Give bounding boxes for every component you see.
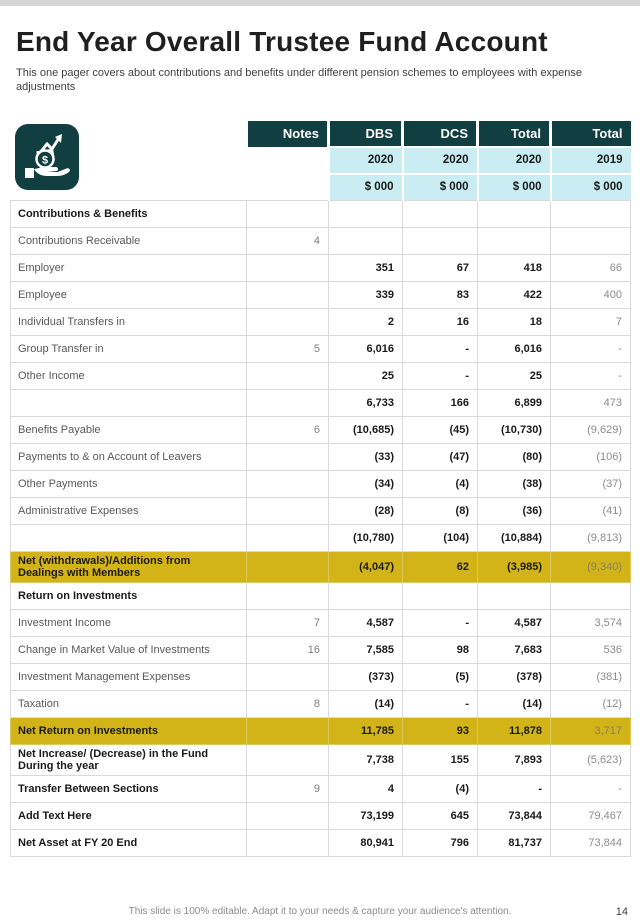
- notes-cell: 6: [247, 417, 329, 444]
- total-2020-value-cell: [478, 201, 551, 228]
- total-2019-value-cell: (5,623): [551, 745, 631, 776]
- unit-row: [11, 174, 631, 201]
- col-header-total-2019: Total: [551, 121, 631, 147]
- table-row: [11, 498, 631, 525]
- total-2019-value-cell: -: [551, 776, 631, 803]
- total-2019-value-cell: (381): [551, 664, 631, 691]
- dcs-value-cell: 93: [403, 718, 478, 745]
- dcs-value-cell: (104): [403, 525, 478, 552]
- total-2020-value-cell: 418: [478, 255, 551, 282]
- total-2020-value-cell: (10,730): [478, 417, 551, 444]
- row-label-cell: Employer: [11, 255, 247, 282]
- total-2019-value-cell: 73,844: [551, 830, 631, 857]
- row-label-cell: Net Return on Investments: [11, 718, 247, 745]
- total-2020-value-cell: 73,844: [478, 803, 551, 830]
- unit-cell-dcs: $ 000: [403, 174, 478, 201]
- table-row: [11, 417, 631, 444]
- notes-cell: [247, 471, 329, 498]
- dbs-value-cell: (14): [329, 691, 403, 718]
- notes-cell: [247, 745, 329, 776]
- dbs-value-cell: 4,587: [329, 610, 403, 637]
- notes-cell: [247, 201, 329, 228]
- table-row: [11, 201, 631, 228]
- table-row: [11, 803, 631, 830]
- dcs-value-cell: 166: [403, 390, 478, 417]
- row-label-cell: Transfer Between Sections: [11, 776, 247, 803]
- notes-cell: [247, 255, 329, 282]
- dcs-value-cell: (45): [403, 417, 478, 444]
- dbs-value-cell: 2: [329, 309, 403, 336]
- header-spacer: [247, 174, 329, 201]
- dcs-value-cell: (5): [403, 664, 478, 691]
- unit-cell-total-2020: $ 000: [478, 174, 551, 201]
- table-row: [11, 282, 631, 309]
- dcs-value-cell: [403, 201, 478, 228]
- total-2019-value-cell: (9,629): [551, 417, 631, 444]
- row-label-cell: Change in Market Value of Investments: [11, 637, 247, 664]
- dcs-value-cell: -: [403, 691, 478, 718]
- dcs-value-cell: 62: [403, 552, 478, 583]
- dbs-value-cell: (373): [329, 664, 403, 691]
- total-2020-value-cell: -: [478, 776, 551, 803]
- dbs-value-cell: (33): [329, 444, 403, 471]
- table-row: [11, 525, 631, 552]
- page-subtitle: This one pager covers about contributions and benefits under different pension schemes to employees with expense adjustments: [16, 67, 583, 93]
- total-2019-value-cell: -: [551, 336, 631, 363]
- total-2020-value-cell: 7,683: [478, 637, 551, 664]
- notes-cell: [247, 583, 329, 610]
- total-2020-value-cell: (3,985): [478, 552, 551, 583]
- table-row: [11, 552, 631, 583]
- total-2020-value-cell: (80): [478, 444, 551, 471]
- dbs-value-cell: (28): [329, 498, 403, 525]
- hand-holding-money-growth-icon: [14, 123, 80, 191]
- total-2019-value-cell: -: [551, 363, 631, 390]
- dcs-value-cell: 155: [403, 745, 478, 776]
- row-label-cell: Taxation: [11, 691, 247, 718]
- total-2020-value-cell: (378): [478, 664, 551, 691]
- table-row: [11, 363, 631, 390]
- total-2020-value-cell: 6,016: [478, 336, 551, 363]
- notes-cell: [247, 309, 329, 336]
- dcs-value-cell: -: [403, 610, 478, 637]
- dbs-value-cell: 7,738: [329, 745, 403, 776]
- table-row: [11, 691, 631, 718]
- total-2019-value-cell: 3,717: [551, 718, 631, 745]
- total-2019-value-cell: [551, 228, 631, 255]
- dcs-value-cell: 83: [403, 282, 478, 309]
- row-label-cell: Other Payments: [11, 471, 247, 498]
- table-row: [11, 745, 631, 776]
- row-label-cell: Employee: [11, 282, 247, 309]
- total-2020-value-cell: [478, 228, 551, 255]
- table-row: [11, 390, 631, 417]
- row-label-cell: Net Asset at FY 20 End: [11, 830, 247, 857]
- notes-cell: 7: [247, 610, 329, 637]
- total-2019-value-cell: (9,813): [551, 525, 631, 552]
- col-header-dcs: DCS: [403, 121, 478, 147]
- total-2020-value-cell: 18: [478, 309, 551, 336]
- notes-cell: 4: [247, 228, 329, 255]
- dcs-value-cell: [403, 228, 478, 255]
- total-2020-value-cell: (36): [478, 498, 551, 525]
- total-2019-value-cell: (37): [551, 471, 631, 498]
- table-row: [11, 228, 631, 255]
- year-cell-total-2019: 2019: [551, 147, 631, 174]
- row-label-cell: Net Increase/ (Decrease) in the Fund During the year: [11, 745, 247, 776]
- row-label-cell: Other Income: [11, 363, 247, 390]
- total-2019-value-cell: [551, 201, 631, 228]
- column-name-row: [11, 121, 631, 147]
- dbs-value-cell: 339: [329, 282, 403, 309]
- col-header-notes: Notes: [247, 121, 329, 147]
- total-2019-value-cell: 3,574: [551, 610, 631, 637]
- dcs-value-cell: (47): [403, 444, 478, 471]
- row-label-cell: Contributions & Benefits: [11, 201, 247, 228]
- fund-account-table: [10, 121, 631, 858]
- total-2020-value-cell: (38): [478, 471, 551, 498]
- table-row: [11, 776, 631, 803]
- row-label-cell: Add Text Here: [11, 803, 247, 830]
- dbs-value-cell: [329, 228, 403, 255]
- total-2020-value-cell: 6,899: [478, 390, 551, 417]
- row-label-cell: Benefits Payable: [11, 417, 247, 444]
- year-row: [11, 147, 631, 174]
- dbs-value-cell: 4: [329, 776, 403, 803]
- notes-cell: [247, 444, 329, 471]
- table-body: [11, 201, 631, 857]
- table-row: [11, 444, 631, 471]
- dbs-value-cell: (34): [329, 471, 403, 498]
- unit-cell-total-2019: $ 000: [551, 174, 631, 201]
- dcs-value-cell: 16: [403, 309, 478, 336]
- total-2019-value-cell: 473: [551, 390, 631, 417]
- dbs-value-cell: (10,780): [329, 525, 403, 552]
- year-cell-dbs: 2020: [329, 147, 403, 174]
- year-cell-total-2020: 2020: [478, 147, 551, 174]
- notes-cell: 8: [247, 691, 329, 718]
- table-row: [11, 583, 631, 610]
- year-cell-dcs: 2020: [403, 147, 478, 174]
- table-header: [11, 121, 631, 201]
- table-row: [11, 471, 631, 498]
- dcs-value-cell: -: [403, 336, 478, 363]
- page-title: End Year Overall Trustee Fund Account: [16, 26, 548, 57]
- dbs-value-cell: 6,016: [329, 336, 403, 363]
- total-2020-value-cell: 7,893: [478, 745, 551, 776]
- notes-cell: 5: [247, 336, 329, 363]
- row-label-cell: Net (withdrawals)/Additions from Dealings with Members: [11, 552, 247, 583]
- footer-note: This slide is 100% editable. Adapt it to your needs & capture your audience's attention.: [128, 906, 512, 917]
- dcs-value-cell: (4): [403, 776, 478, 803]
- dcs-value-cell: -: [403, 363, 478, 390]
- total-2019-value-cell: 400: [551, 282, 631, 309]
- total-2019-value-cell: 536: [551, 637, 631, 664]
- total-2019-value-cell: (41): [551, 498, 631, 525]
- dcs-value-cell: 645: [403, 803, 478, 830]
- dbs-value-cell: 351: [329, 255, 403, 282]
- dcs-value-cell: (8): [403, 498, 478, 525]
- row-label-cell: Group Transfer in: [11, 336, 247, 363]
- table-row: [11, 637, 631, 664]
- fund-account-table-container: [10, 121, 630, 858]
- table-row: [11, 830, 631, 857]
- row-label-cell: Individual Transfers in: [11, 309, 247, 336]
- table-row: [11, 664, 631, 691]
- dbs-value-cell: [329, 583, 403, 610]
- row-label-cell: Administrative Expenses: [11, 498, 247, 525]
- notes-cell: 9: [247, 776, 329, 803]
- total-2020-value-cell: (10,884): [478, 525, 551, 552]
- unit-cell-dbs: $ 000: [329, 174, 403, 201]
- svg-text:$: $: [41, 154, 49, 166]
- table-row: [11, 336, 631, 363]
- table-row: [11, 309, 631, 336]
- total-2020-value-cell: 4,587: [478, 610, 551, 637]
- header-spacer: [247, 147, 329, 174]
- total-2019-value-cell: 7: [551, 309, 631, 336]
- dcs-value-cell: (4): [403, 471, 478, 498]
- dbs-value-cell: (4,047): [329, 552, 403, 583]
- dcs-value-cell: 796: [403, 830, 478, 857]
- total-2020-value-cell: 81,737: [478, 830, 551, 857]
- dbs-value-cell: (10,685): [329, 417, 403, 444]
- notes-cell: [247, 718, 329, 745]
- row-label-cell: Payments to & on Account of Leavers: [11, 444, 247, 471]
- table-row: [11, 718, 631, 745]
- notes-cell: [247, 803, 329, 830]
- total-2019-value-cell: [551, 583, 631, 610]
- row-label-cell: [11, 525, 247, 552]
- total-2020-value-cell: 11,878: [478, 718, 551, 745]
- table-row: [11, 255, 631, 282]
- top-edge-strip: [0, 0, 640, 6]
- notes-cell: [247, 664, 329, 691]
- total-2020-value-cell: 25: [478, 363, 551, 390]
- notes-cell: 16: [247, 637, 329, 664]
- dbs-value-cell: [329, 201, 403, 228]
- dbs-value-cell: 6,733: [329, 390, 403, 417]
- total-2019-value-cell: 66: [551, 255, 631, 282]
- dbs-value-cell: 7,585: [329, 637, 403, 664]
- page-number: 14: [615, 906, 628, 918]
- table-row: [11, 610, 631, 637]
- row-label-cell: Investment Income: [11, 610, 247, 637]
- dbs-value-cell: 11,785: [329, 718, 403, 745]
- dbs-value-cell: 80,941: [329, 830, 403, 857]
- notes-cell: [247, 390, 329, 417]
- notes-cell: [247, 830, 329, 857]
- total-2019-value-cell: (9,340): [551, 552, 631, 583]
- row-label-cell: Return on Investments: [11, 583, 247, 610]
- notes-cell: [247, 363, 329, 390]
- notes-cell: [247, 525, 329, 552]
- dcs-value-cell: 98: [403, 637, 478, 664]
- total-2020-value-cell: [478, 583, 551, 610]
- total-2020-value-cell: 422: [478, 282, 551, 309]
- col-header-dbs: DBS: [329, 121, 403, 147]
- total-2019-value-cell: (12): [551, 691, 631, 718]
- dcs-value-cell: [403, 583, 478, 610]
- dcs-value-cell: 67: [403, 255, 478, 282]
- total-2020-value-cell: (14): [478, 691, 551, 718]
- row-label-cell: Investment Management Expenses: [11, 664, 247, 691]
- dbs-value-cell: 25: [329, 363, 403, 390]
- total-2019-value-cell: 79,467: [551, 803, 631, 830]
- total-2019-value-cell: (106): [551, 444, 631, 471]
- notes-cell: [247, 498, 329, 525]
- row-label-cell: Contributions Receivable: [11, 228, 247, 255]
- notes-cell: [247, 282, 329, 309]
- row-label-cell: [11, 390, 247, 417]
- notes-cell: [247, 552, 329, 583]
- dbs-value-cell: 73,199: [329, 803, 403, 830]
- col-header-total-2020: Total: [478, 121, 551, 147]
